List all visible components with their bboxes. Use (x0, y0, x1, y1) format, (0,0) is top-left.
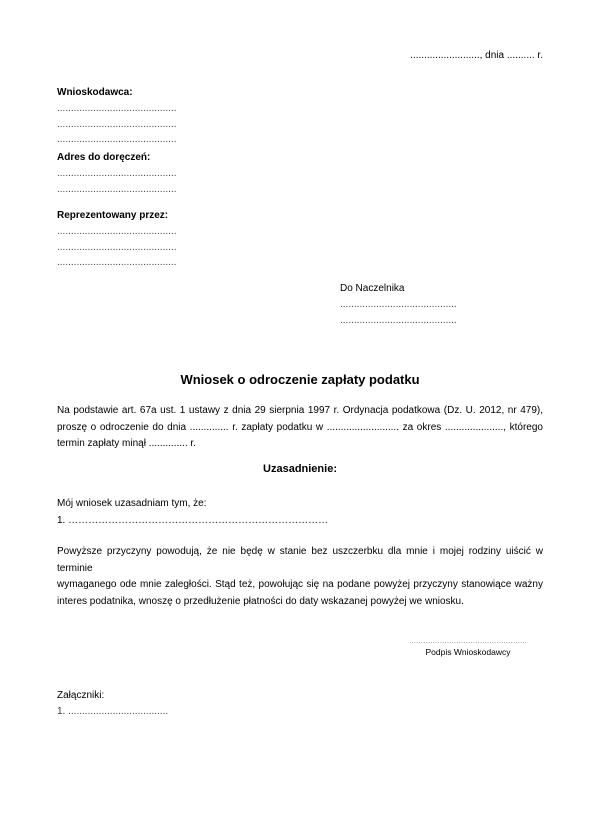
intro-line: Na podstawie art. 67a ust. 1 ustawy z dnia 29 sierpnia 1997 r. Ordynacja podatkowa (Dz. U. 2012, nr 479), (57, 405, 543, 416)
applicant-fill-line: ........................................... (57, 118, 177, 130)
recipient-fill-line: .......................................... (340, 299, 457, 310)
signature-line: .................................................. (408, 635, 528, 645)
justification-heading: Uzasadnienie: (263, 463, 337, 475)
body-line: wymaganego ode mnie zaległości. Stąd też, powołując się na podane powyżej przyczyny stanowiące ważny (57, 579, 543, 590)
intro-line: proszę o odroczenie do dnia .............. r. zapłaty podatku w .......................... za okres ....................., którego (57, 421, 543, 433)
applicant-label: Wnioskodawca: (57, 87, 133, 98)
attachments-item: 1. .................................... (57, 706, 169, 717)
signature-label: Podpis Wnioskodawcy (425, 647, 511, 657)
applicant-fill-line: ........................................... (57, 103, 177, 114)
recipient-section (340, 281, 457, 328)
representative-label: Reprezentowany przez: (57, 210, 169, 221)
address-label: Adres do doręczeń: (57, 152, 151, 163)
body-line: Powyższe przyczyny powodują, że nie będę w stanie bez uszczerbku dla mnie i mojej rodziny uiścić w terminie (57, 546, 543, 574)
representative-fill-line: ........................................... (57, 226, 177, 237)
document-title: Wniosek o odroczenie zapłaty podatku (180, 372, 420, 387)
intro-line: termin zapłaty minął .............. r. (57, 438, 196, 449)
attachments-label: Załączniki: (57, 690, 105, 701)
intro-paragraph (57, 403, 543, 453)
attachments-section (57, 688, 168, 721)
applicant-fill-line: ........................................... (57, 134, 177, 145)
representative-fill-line: ........................................... (57, 257, 177, 268)
recipient-label: Do Naczelnika (340, 283, 405, 294)
body-line: interes podatnika, wnoszę o przedłużenie płatności do daty wskazanej powyżej we wniosku. (57, 595, 464, 607)
recipient-fill-line: .......................................... (340, 314, 457, 326)
justification-intro-block (57, 496, 543, 529)
body-paragraph (57, 544, 543, 610)
signature-block (404, 634, 532, 658)
justification-item: 1. …………………………………………………………………… (57, 514, 329, 526)
representative-section (57, 208, 176, 271)
address-section (57, 150, 176, 197)
representative-fill-line: ........................................... (57, 241, 177, 253)
address-fill-line: ........................................... (57, 183, 177, 195)
justification-intro: Mój wniosek uzasadniam tym, że: (57, 498, 207, 509)
applicant-section (57, 85, 176, 148)
address-fill-line: ........................................... (57, 168, 177, 179)
date-line: ........................., dnia .......... r. (410, 50, 543, 61)
